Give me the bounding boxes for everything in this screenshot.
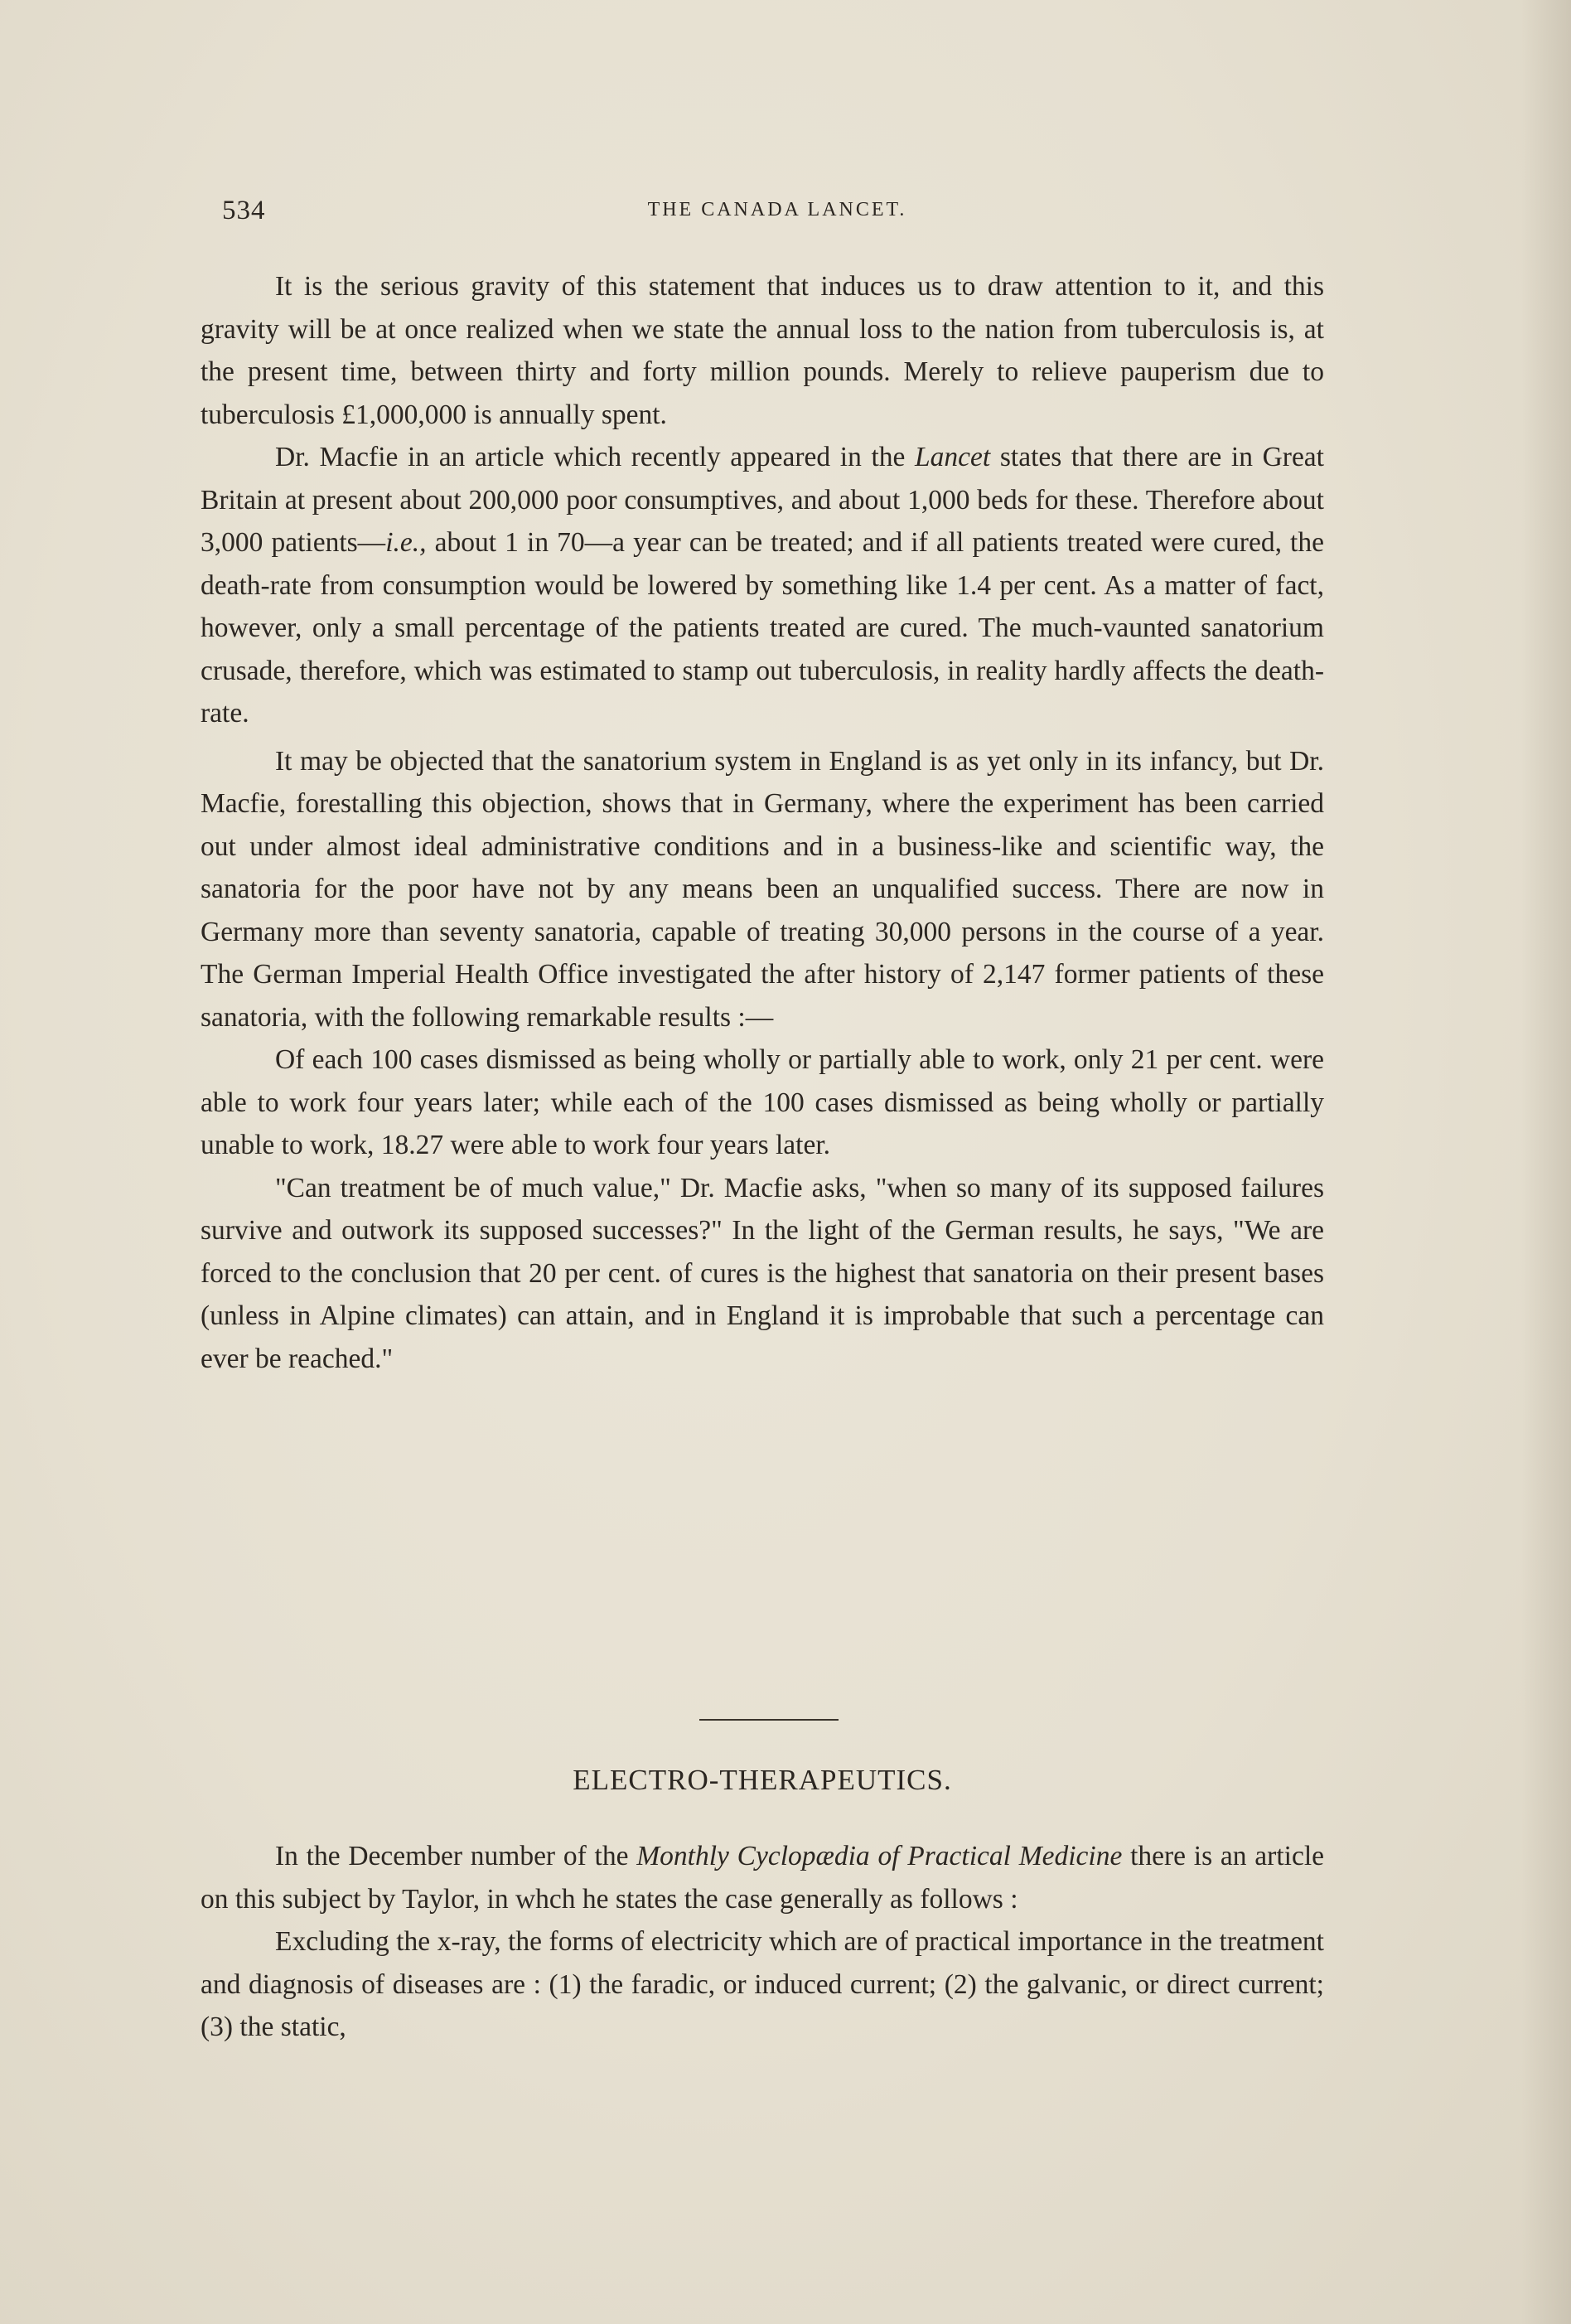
page-header: [197, 196, 1324, 229]
paragraph-gravity: It is the serious gravity of this statement that induces us to draw attention to it, and this gravity will be at once realized when we state the annual loss to the nation from tuberculosis is, at the present time, between thirty and forty million pounds. Merely to relieve pauperism due to tuberculosis £1,000,000 is annually spent.: [201, 271, 1324, 430]
paragraph-germany: It may be objected that the sanatorium system in England is as yet only in its infancy, but Dr. Macfie, forestalling this objection, shows that in Germany, where the experiment has been carried out under almost ideal administrative conditions and in a business-like and scientific way, the sanatoria for the poor have not by any means been an unqualified success. There are now in Germany more than seventy sanatoria, capable of treating 30,000 persons in the course of a year. The German Imperial Health Office investigated the after history of 2,147 former patients of these sanatoria, with the following remarkable results :—: [201, 745, 1324, 1033]
article-body: [201, 265, 1324, 1380]
paragraph-text: In the December number of the: [275, 1841, 637, 1871]
paragraph-statistics: Of each 100 cases dismissed as being wholly or partially able to work, only 21 per cent. were able to work four years later; while each of the 100 cases dismissed as being wholly or partially unable to work, 18.27 were able to work four years later.: [201, 1044, 1324, 1160]
running-title: THE CANADA LANCET.: [647, 199, 907, 220]
paragraph-quote: "Can treatment be of much value," Dr. Macfie asks, "when so many of its supposed failures survive and outwork its supposed successes?" In the light of the German results, he says, "We are forced to the conclusion that 20 per cent. of cures is the highest that sanatoria on their present bases (unless in Alpine climates) can attain, and in England it is improbable that such a percentage can ever be reached.": [201, 1172, 1324, 1374]
abbreviation-ie: i.e.,: [385, 527, 427, 558]
paragraph-text: there is an article on this subject by Taylor, in whch he states the case generally as follows :: [201, 1841, 1324, 1915]
paragraph-text: states that there are in Great Britain at present about 200,000 poor consumptives, and about 1,000 beds for these. Therefore about 3,000 patients—: [201, 442, 1324, 558]
section-title: ELECTRO-THERAPEUTICS.: [573, 1764, 952, 1796]
paragraph-macfie-lancet: [201, 436, 1324, 735]
journal-title-cyclopaedia: Monthly Cyclopædia of Practical Medicine: [636, 1841, 1123, 1871]
section-divider: [699, 1719, 839, 1721]
paragraph-electricity-forms: Excluding the x-ray, the forms of electricity which are of practical importance in the treatment and diagnosis of diseases are : (1) the faradic, or induced current; (2) the galvanic, or direct current; (3) the static,: [201, 1926, 1324, 2042]
paragraph-text: Dr. Macfie in an article which recently appeared in the: [275, 442, 916, 472]
journal-title-lancet: Lancet: [915, 442, 991, 472]
section-body: [201, 1835, 1324, 2049]
paragraph-text: about 1 in 70—a year can be treated; and if all patients treated were cured, the death-rate from consumption would be lowered by something like 1.4 per cent. As a matter of fact, however, only a small percentage of the patients treated are cured. The much-vaunted sanatorium crusade, therefore, which was estimated to stamp out tuberculosis, in reality hardly affects the death-rate.: [201, 527, 1324, 729]
page-number: 534: [222, 196, 266, 225]
paragraph-december-number: [201, 1835, 1324, 1920]
